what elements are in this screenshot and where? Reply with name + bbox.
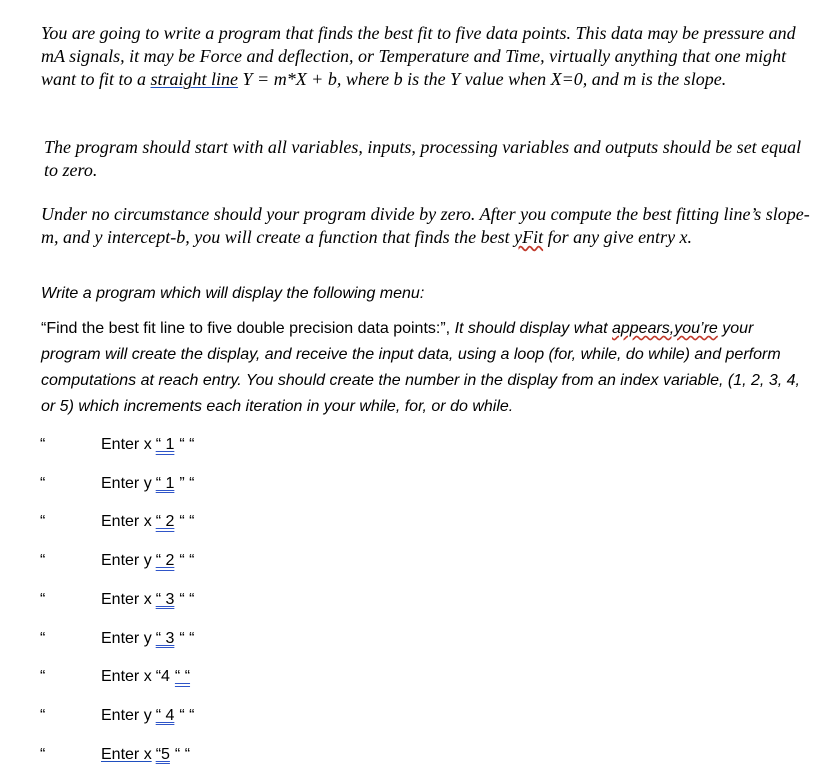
menu-title-quote: “Find the best fit line to five double precision data points:”,: [41, 320, 455, 337]
entry-index: “ 2: [155, 513, 175, 531]
entry-label-text: Enter y: [101, 629, 152, 647]
entry-index: “ 1: [155, 436, 175, 453]
divide-text-a: Under no circumstance should your program divide by zero. After you compute the best fitting line’s slope-m, and y intercept-b, you will create a function that finds the best: [41, 204, 810, 247]
close-quote: “ “: [179, 629, 195, 647]
close-quote: ” “: [179, 474, 195, 492]
menu-desc-b: your program will create the display, and receive the input data, using a loop (for, while, do while) and perform computations at reach entry. You should create the number in the display from an index variable, (1, 2, 3, 4, or 5) which increments each iteration in your while, for, or do while.: [41, 320, 800, 415]
entry-label-text: Enter x: [101, 745, 152, 763]
open-quote: “: [40, 513, 46, 531]
entry-label-text: Enter x: [101, 590, 152, 608]
menu-description-paragraph: [41, 316, 811, 420]
entry-index: “ 1: [155, 474, 175, 492]
entry-row: [0, 552, 825, 574]
close-quote: “ “: [179, 706, 195, 724]
entry-label: [101, 475, 194, 493]
entry-row: [0, 746, 825, 768]
close-quote: “ “: [179, 552, 195, 570]
entry-index: “5: [155, 745, 170, 763]
divide-text-b: for any give entry x.: [543, 227, 693, 247]
yfit-word: yFit: [514, 227, 544, 247]
close-quote: “ “: [179, 513, 195, 531]
entry-label: [101, 591, 194, 609]
intro-text-a: You are going to write a program that finds the best fit to five data points. This data may be pressure and mA signals, it may be Force and deflection, or Temperature and Time, virtually anything that one might want to fit to a: [41, 23, 796, 89]
entry-row: [0, 630, 825, 652]
entry-label-text: Enter y: [101, 474, 152, 492]
entry-row: [0, 707, 825, 729]
entry-label-text: Enter y: [101, 552, 152, 570]
menu-desc-a: It should display what: [454, 320, 612, 337]
close-quote: “ “: [174, 745, 191, 763]
entry-row: [0, 591, 825, 613]
entry-index: “4: [155, 668, 170, 686]
open-quote: “: [40, 552, 46, 570]
intro-paragraph: [41, 22, 811, 91]
init-variables-paragraph: The program should start with all variables, inputs, processing variables and outputs should be set equal to zero.: [44, 137, 802, 180]
open-quote: “: [40, 706, 46, 724]
straight-line-link-text: straight line: [150, 69, 239, 89]
open-quote: “: [40, 629, 46, 647]
entry-label: [101, 746, 190, 764]
close-quote: “ “: [174, 668, 191, 686]
entry-label: [101, 630, 194, 648]
entry-label-text: Enter x: [101, 436, 152, 453]
entry-label: [101, 436, 194, 454]
appears-word: appears,you’re: [611, 320, 718, 337]
entry-label: [101, 552, 194, 570]
open-quote: “: [40, 590, 46, 608]
close-quote: “ “: [179, 436, 195, 453]
entry-row: [0, 513, 825, 535]
entry-label-text: Enter x: [101, 668, 152, 686]
entry-index: “ 3: [155, 629, 175, 647]
entry-index: “ 3: [155, 590, 175, 608]
entry-row: [0, 436, 825, 458]
entry-index: “ 4: [155, 706, 175, 724]
entry-index: “ 2: [155, 552, 175, 570]
entry-label: [101, 707, 194, 725]
entry-row: [0, 668, 825, 690]
open-quote: “: [40, 436, 46, 453]
entry-label: [101, 513, 194, 531]
entry-label: [101, 668, 190, 686]
close-quote: “ “: [179, 590, 195, 608]
entry-label-text: Enter x: [101, 513, 152, 531]
menu-heading: Write a program which will display the following menu:: [41, 285, 425, 302]
open-quote: “: [40, 668, 46, 686]
open-quote: “: [40, 474, 46, 492]
divide-by-zero-paragraph: [41, 203, 823, 249]
entry-label-text: Enter y: [101, 706, 152, 724]
open-quote: “: [40, 745, 46, 763]
entry-row: [0, 475, 825, 497]
intro-text-b: Y = m*X + b, where b is the Y value when X=0, and m is the slope.: [238, 69, 727, 89]
